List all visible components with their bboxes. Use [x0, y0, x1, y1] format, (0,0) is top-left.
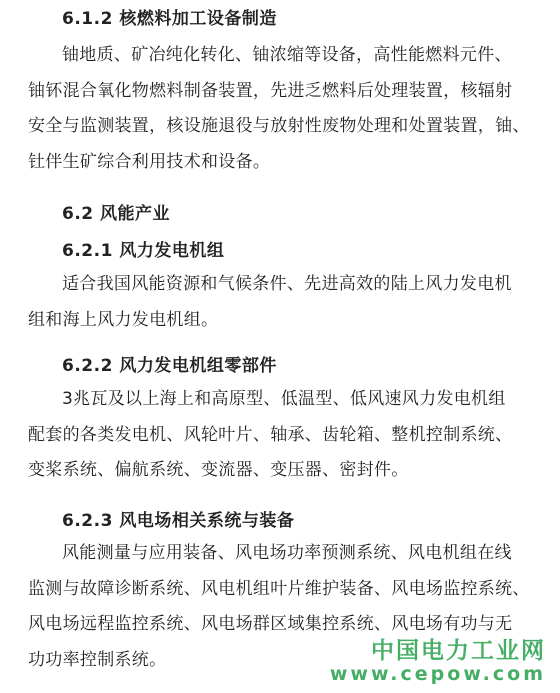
paragraph-6-2-3: [28, 536, 538, 678]
heading-6-2-1: 6.2.1 风力发电机组: [62, 241, 225, 261]
paragraph-line: 安全与监测装置，核设施退役与放射性废物处理和处置装置，铀、: [28, 116, 530, 136]
paragraph-line: 风电场远程监控系统、风电场群区域集控系统、风电场有功与无: [28, 614, 513, 634]
paragraph-line: 铀地质、矿冶纯化转化、铀浓缩等设备，高性能燃料元件、: [62, 45, 512, 65]
heading-6-2-2: 6.2.2 风力发电机组零部件: [62, 356, 277, 376]
paragraph-line: 铀钚混合氧化物燃料制备装置，先进乏燃料后处理装置，核辐射: [28, 80, 513, 101]
paragraph-6-2-1: [28, 267, 538, 338]
paragraph-line: 功功率控制系统。: [28, 649, 167, 670]
paragraph-line: 组和海上风力发电机组。: [28, 309, 219, 330]
paragraph-6-1-2: [28, 38, 538, 180]
watermark-site-name: 中国电力工业网: [371, 638, 546, 664]
paragraph-line: 监测与故障诊断系统、风电机组叶片维护装备、风电场监控系统、: [28, 578, 530, 599]
heading-6-2: 6.2 风能产业: [62, 204, 171, 224]
paragraph-line: 风能测量与应用装备、风电场功率预测系统、风电机组在线: [62, 543, 512, 563]
heading-6-1-2: 6.1.2 核燃料加工设备制造: [62, 9, 277, 29]
paragraph-line: 适合我国风能资源和气候条件、先进高效的陆上风力发电机: [62, 274, 512, 294]
paragraph-line: 3兆瓦及以上海上和高原型、低温型、低风速风力发电机组: [62, 389, 506, 409]
paragraph-line: 配套的各类发电机、风轮叶片、轴承、齿轮箱、整机控制系统、: [28, 424, 513, 445]
paragraph-line: 变桨系统、偏航系统、变流器、变压器、密封件。: [28, 460, 409, 480]
heading-6-2-3: 6.2.3 风电场相关系统与装备: [62, 511, 295, 531]
paragraph-6-2-2: [28, 382, 538, 489]
paragraph-line: 钍伴生矿综合利用技术和设备。: [28, 151, 271, 172]
watermark-url: www.cepow.com: [329, 663, 546, 685]
